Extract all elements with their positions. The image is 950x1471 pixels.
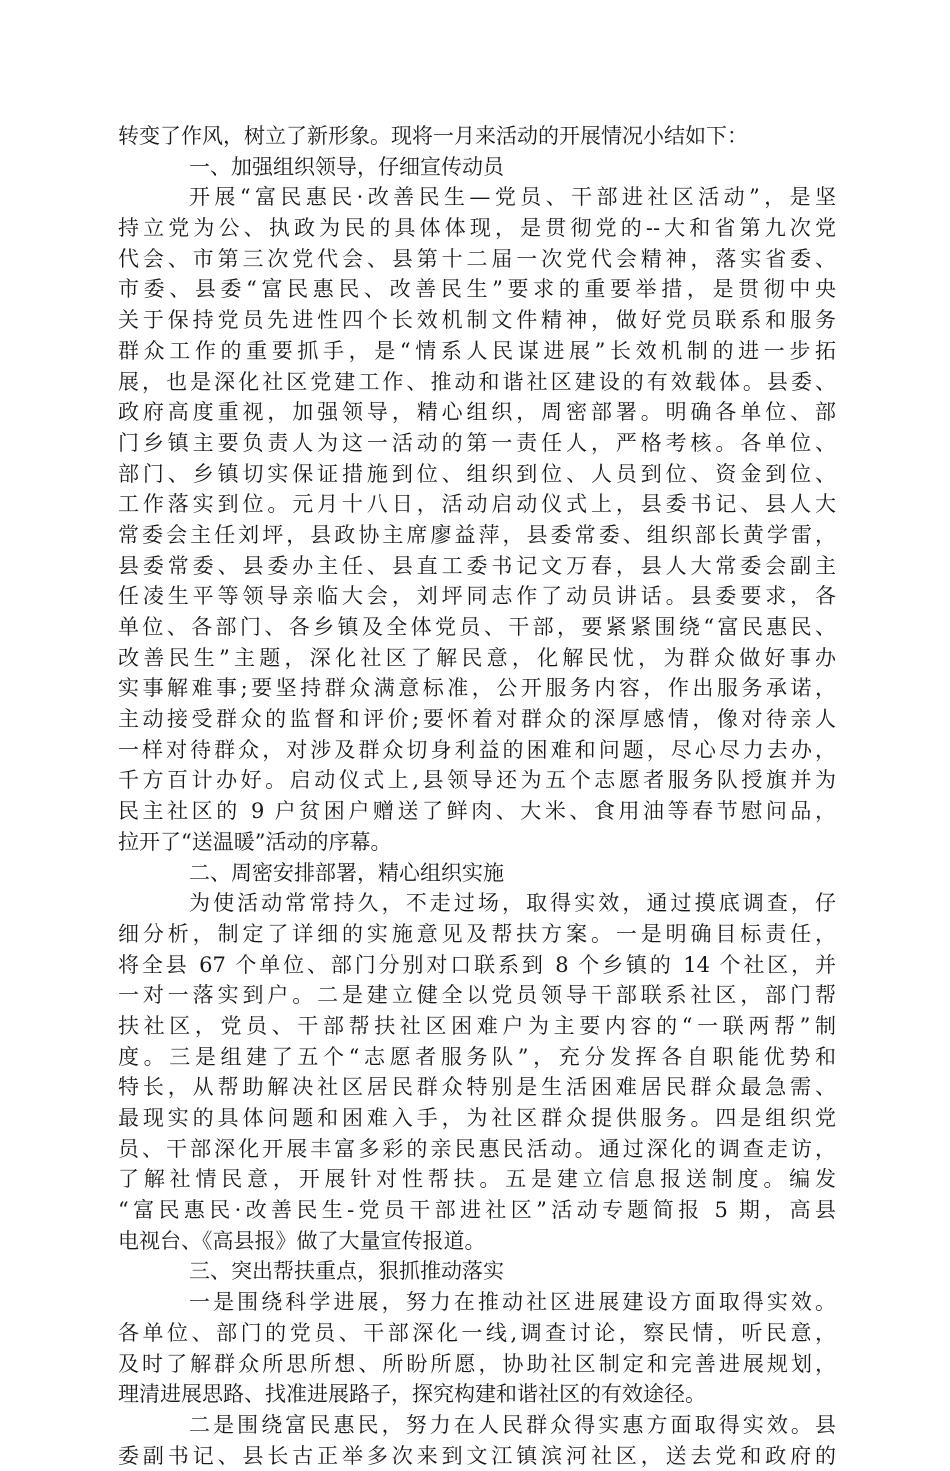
text-line: 千方百计办好。启动仪式上,县领导还为五个志愿者服务队授旗并为 <box>118 768 836 793</box>
text-line: 一是围绕科学进展，努力在推动社区进展建设方面取得实效。 <box>189 1290 836 1315</box>
text-line: 关于保持党员先进性四个长效机制文件精神，做好党员联系和服务 <box>118 308 836 333</box>
text-line: 政府高度重视，加强领导，精心组织，周密部署。明确各单位、部 <box>118 400 836 425</box>
text-line: 二是围绕富民惠民，努力在人民群众得实惠方面取得实效。县 <box>189 1412 836 1437</box>
text-line: 常委会主任刘坪，县政协主席廖益萍，县委常委、组织部长黄学雷， <box>118 522 836 547</box>
text-line: 主动接受群众的监督和评价;要怀着对群众的深厚感情，像对待亲人 <box>118 707 836 732</box>
text-line: 部门、乡镇切实保证措施到位、组织到位、人员到位、资金到位、 <box>118 461 836 486</box>
text-line: “富民惠民·改善民生-党员干部进社区”活动专题简报 5 期，高县 <box>118 1198 836 1223</box>
text-line: 单位、各部门、各乡镇及全体党员、干部，要紧紧围绕“富民惠民、 <box>118 615 836 639</box>
text-line: 县委常委、县委办主任、县直工委书记文万春，县人大常委会副主 <box>118 553 836 578</box>
text-line: 度。三是组建了五个“志愿者服务队”，充分发挥各自职能优势和 <box>118 1044 836 1069</box>
text-line: 改善民生”主题，深化社区了解民意，化解民忧，为群众做好事办 <box>118 645 836 670</box>
text-line: 员、干部深化开展丰富多彩的亲民惠民活动。通过深化的调查走访， <box>118 1136 836 1161</box>
text-line: 最现实的具体问题和困难入手，为社区群众提供服务。四是组织党 <box>118 1106 836 1130</box>
text-line: 工作落实到位。元月十八日，活动启动仪式上，县委书记、县人大 <box>118 492 836 517</box>
text-line: 各单位、部门的党员、干部深化一线,调查讨论，察民情，听民意， <box>118 1320 836 1345</box>
text-line: 市委、县委“富民惠民、改善民生”要求的重要举措，是贯彻中央 <box>118 277 836 302</box>
text-line: 群众工作的重要抓手，是“情系人民谋进展”长效机制的进一步拓 <box>118 338 836 363</box>
text-line: 将全县 67 个单位、部门分别对口联系到 8 个乡镇的 14 个社区，并 <box>118 952 836 977</box>
text-line: 二、周密安排部署，精心组织实施 <box>189 860 504 885</box>
text-line: 委副书记、县长古正举多次来到文江镇滨河社区，送去党和政府的 <box>118 1443 836 1468</box>
text-line: 三、突出帮扶重点，狠抓推动落实 <box>189 1259 504 1284</box>
text-line: 理清进展思路、找准进展路子，探究构建和谐社区的有效途径。 <box>118 1382 706 1407</box>
text-line: 一对一落实到户。二是建立健全以党员领导干部联系社区，部门帮 <box>118 983 836 1008</box>
text-line: 展，也是深化社区党建工作、推动和谐社区建设的有效载体。县委、 <box>118 369 836 394</box>
text-line: 持立党为公、执政为民的具体体现，是贯彻党的--大和省第九次党 <box>118 216 836 241</box>
text-line: 及时了解群众所思所想、所盼所愿，协助社区制定和完善进展规划， <box>118 1351 836 1376</box>
text-line: 为使活动常常持久，不走过场，取得实效，通过摸底调查，仔 <box>189 891 836 916</box>
text-line: 一、加强组织领导，仔细宣传动员 <box>189 154 504 179</box>
text-line: 一样对待群众，对涉及群众切身利益的困难和问题，尽心尽力去办， <box>118 737 836 762</box>
text-line: 特长，从帮助解决社区居民群众特别是生活困难居民群众最急需、 <box>118 1075 836 1100</box>
text-line: 开展“富民惠民·改善民生—党员、干部进社区活动”，是坚 <box>189 185 836 210</box>
text-line: 拉开了“送温暖”活动的序幕。 <box>118 829 392 854</box>
text-line: 转变了作风，树立了新形象。现将一月来活动的开展情况小结如下： <box>118 124 748 148</box>
text-line: 扶社区，党员、干部帮扶社区困难户为主要内容的“一联两帮”制 <box>118 1013 836 1038</box>
text-line: 民主社区的 9 户贫困户赠送了鲜肉、大米、食用油等春节慰问品， <box>118 799 836 824</box>
text-line: 任凌生平等领导亲临大会，刘坪同志作了动员讲话。县委要求，各 <box>118 584 836 609</box>
body-text <box>118 121 836 1471</box>
text-line: 实事解难事;要坚持群众满意标准，公开服务内容，作出服务承诺， <box>118 676 836 701</box>
text-line: 了解社情民意，开展针对性帮扶。五是建立信息报送制度。编发 <box>118 1167 836 1192</box>
text-line: 门乡镇主要负责人为这一活动的第一责任人，严格考核。各单位、 <box>118 430 836 455</box>
text-line: 细分析，制定了详细的实施意见及帮扶方案。一是明确目标责任， <box>118 921 836 946</box>
text-line: 代会、市第三次党代会、县第十二届一次党代会精神，落实省委、 <box>118 246 836 271</box>
text-line: 电视台、《高县报》做了大量宣传报道。 <box>118 1228 486 1253</box>
